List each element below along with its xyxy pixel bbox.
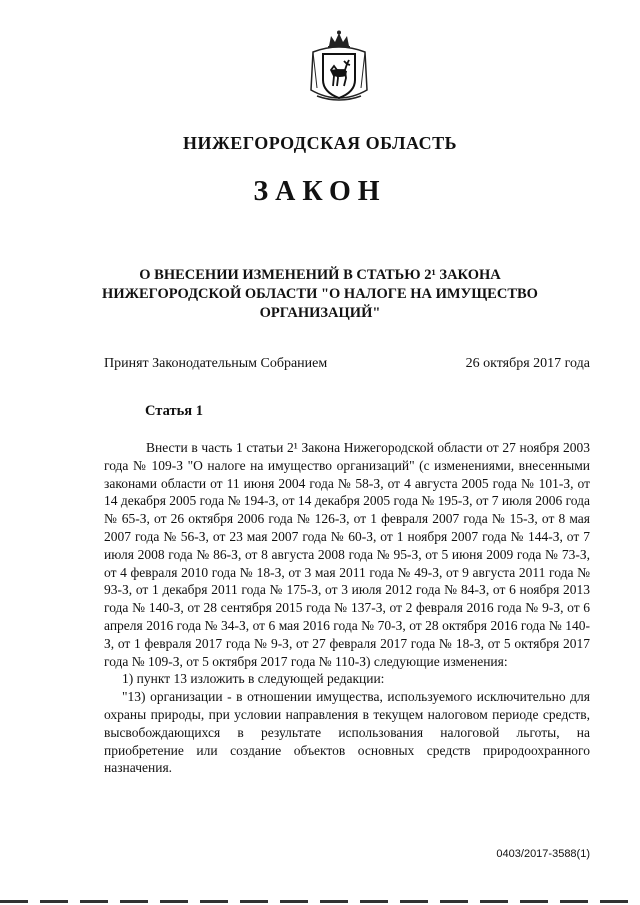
article-body xyxy=(104,439,590,777)
law-title xyxy=(90,266,550,323)
region-heading: НИЖЕГОРОДСКАЯ ОБЛАСТЬ xyxy=(182,133,458,153)
adopting-body: Принят Законодательным Собранием xyxy=(104,356,328,371)
adoption-date: 26 октября 2017 года xyxy=(465,356,590,371)
adoption-line xyxy=(104,356,590,372)
article-heading: Статья 1 xyxy=(145,403,203,419)
scan-edge-divider xyxy=(0,900,640,903)
amendment-item: 1) пункт 13 изложить в следующей редакции: xyxy=(122,671,385,687)
law-title-line: ОРГАНИЗАЦИЙ" xyxy=(259,305,381,321)
law-title-line: О ВНЕСЕНИИ ИЗМЕНЕНИЙ В СТАТЬЮ 2¹ ЗАКОНА xyxy=(139,267,501,283)
law-title-line: НИЖЕГОРОДСКОЙ ОБЛАСТИ "О НАЛОГЕ НА ИМУЩЕСТВО xyxy=(102,286,538,302)
coat-of-arms-icon xyxy=(307,30,371,106)
amendment-paragraph: Внести в часть 1 статьи 2¹ Закона Нижегородской области от 27 ноября 2003 года № 109-З "О налоге на имущество организаций" (с изменениями, внесенными законами области от 11 июня 2004 года № 58-З, от 4 августа 2005 года № 101-З, от 14 декабря 2005 года № 194-З, от 14 декабря 2005 года № 195-З, от 7 июля 2006 года № 65-З, от 26 октября 2006 года № 126-З, от 1 февраля 2007 года № 15-З, от 8 мая 2007 года № 56-З, от 23 мая 2007 года № 60-З, от 1 ноября 2007 года № 144-З, от 7 июля 2008 года № 86-З, от 8 августа 2008 года № 95-З, от 5 июня 2009 года № 73-З, от 4 февраля 2010 года № 18-З, от 3 мая 2011 года № 49-З, от 9 августа 2011 года № 93-З, от 1 декабря 2011 года № 175-З, от 3 июля 2012 года № 84-З, от 6 ноября 2013 года № 140-З, от 28 сентября 2015 года № 137-З, от 2 февраля 2016 года № 9-З, от 6 апреля 2016 года № 34-З, от 6 мая 2016 года № 70-З, от 28 октября 2016 года № 140-З, от 1 февраля 2017 года № 9-З, от 27 февраля 2017 года № 18-З, от 5 октября 2017 года № 109-З, от 5 октября 2017 года № 110-З) следующие изменения: xyxy=(104,440,590,669)
document-code: 0403/2017-3588(1) xyxy=(496,848,590,860)
amendment-quote: "13) организации - в отношении имущества, используемого исключительно для охраны природы, при условии направления в текущем налоговом периоде средств, высвобождающихся в результате использования налоговой льготы, на приобретение или создание объектов основных средств природоохранного назначения. xyxy=(104,689,590,776)
document-type-heading: ЗАКОН xyxy=(253,176,387,207)
